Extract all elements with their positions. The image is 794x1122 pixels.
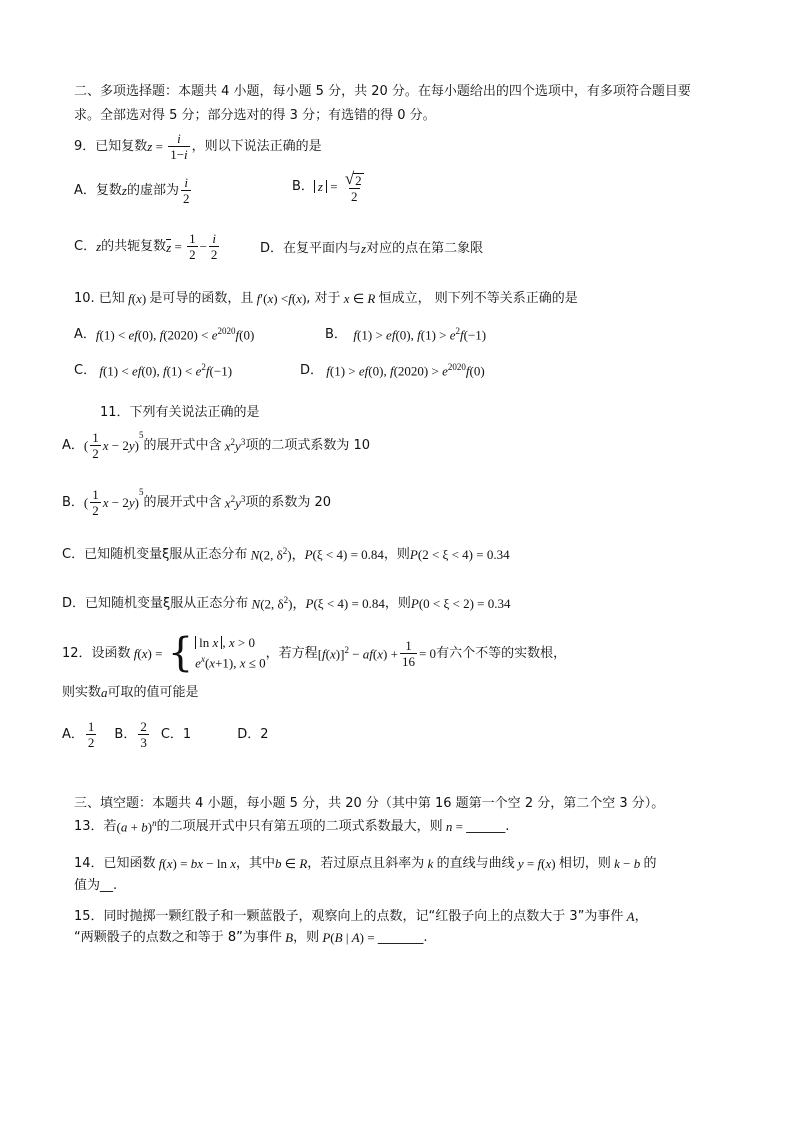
q11-option-c-text: C．已知随机变量ξ服从正态分布 [62,546,248,562]
q12-options: A． $\frac{1}{2}$ B． $\frac{2}{3}$ C．1 D．2 [62,719,269,750]
q9-option-a-text: 的虚部为 [126,183,179,198]
q12-stem-suffix: 有六个不等的实数根， [436,645,567,661]
q12-option-c: C．1 [160,727,192,742]
q12-line2: 则实数 a 可取的值可能是 [62,685,199,700]
q9-stem-prefix: 9．已知复数 [74,139,148,154]
q10-option-b-label: B． [325,326,347,342]
q11-option-a: A． ( $\frac{1}{2}$ x − 2 y ) $^5$ 的展开式中含 $x^2y^3$ 项的二项式系数为 10 [62,430,371,461]
q10-stem-prefix: 10. 已知 [74,291,125,306]
q9-option-a-label: A．复数 [74,183,122,198]
q11-option-c: C．已知随机变量ξ服从正态分布 N(2, $\delta^2$) ，P(ξ < 4) = 0.84 ，则 P(2 < ξ < 4) = 0.34 [62,546,510,563]
q10-option-d-label: D． [300,362,324,378]
q9-option-d-label: D．在复平面内与 [260,241,362,256]
q12-line2-text2: 可取的值可能是 [107,685,199,700]
q14-mid5: 的 [643,856,657,871]
q15-line1-text: 15．同时抛掷一颗红骰子和一颗蓝骰子，观察向上的点数，记“红骰子向上的点数大于 3”为事件 [74,909,624,924]
q11-option-a-text: 的展开式中含 [143,438,222,453]
q14-line1: 14．已知函数 f(x) = bx − ln x ，其中 b ∈ R ，若过原点且斜率为 k 的直线与曲线 y = f(x) 相切，则 k − b 的 [74,856,657,871]
q11-option-b-text2: 项的系数为 20 [245,495,332,510]
q9-option-d-text: 对应的点在第二象限 [366,241,484,256]
q11-option-d: D．已知随机变量ξ服从正态分布 N(2, $\delta^2$) ，P(ξ < 4) = 0.84 ，则 P(0 < ξ < 2) = 0.34 [62,595,511,612]
q12-option-a-label: A． [62,727,84,742]
q10-option-c: C． f(1) < ef(0), $f(1) < e^2f(-1)$ [74,362,233,379]
q14-line2: 值为__. [74,878,118,893]
q10-option-d: D． f(1) > ef(0), $f(2020) > e^{2020}f(0)$ [300,362,485,379]
q9-option-c: C． z 的共轭复数 z = $\frac{1}{2}$ − $\frac{i}{2}$ [74,231,218,262]
q12-stem: 12．设函数 f(x) = { ln x , x > 0 $e^x(x+1)$, x ≤ 0 ，若方程 $[f(x)]^2 - af(x)$ + $\frac{1}{16}$ = 0 有六个不等的实数根， [62,630,567,676]
q11-option-b: B． ( $\frac{1}{2}$ x − 2 y ) $^5$ 的展开式中含 $x^2y^3$ 项的系数为 20 [62,487,332,518]
q13-mid: 的二项展开式中只有第五项的二项式系数最大，则 [156,818,443,834]
q9-z-eq: z [147,139,153,154]
q12-option-d: D．2 [237,727,269,742]
q10-stem: 10. 已知 f ( x ) 是可导的函数，且 f ′( x ) < f ( x ) , 对于 x ∈ R 恒成立， 则下列不等关系正确的是 [74,291,578,306]
q11-stem: 11．下列有关说法正确的是 [100,405,260,420]
q9-option-c-label: C． [74,239,97,254]
q11-option-d-tail: ，则 [384,595,411,611]
q9-option-c-text: 的共轭复数 [101,239,167,254]
q13-prefix: 13．若 [74,818,117,834]
q15-line2-text2: ，则 [293,930,320,945]
q14-mid3: 的直线与曲线 [436,856,515,871]
q12-stem-prefix: 12．设函数 [62,645,131,661]
q9-option-b-label: B． [292,179,314,194]
q14-prefix: 14．已知函数 [74,856,156,871]
q11-option-b-text: 的展开式中含 [143,495,222,510]
q9-option-a: A．复数 z 的虚部为 $\frac{i}{2}$ [74,175,190,206]
q11-option-c-tail: ，则 [383,546,410,562]
q10-stem-mid: 是可导的函数，且 [149,291,254,306]
q15-line1: 15．同时抛掷一颗红骰子和一颗蓝骰子，观察向上的点数，记“红骰子向上的点数大于 3”为事件 A ， [74,909,648,924]
q14-mid: ，其中 [235,856,275,871]
q12-option-b-label: B． [114,727,137,742]
section2-heading-line2: 求。全部选对得 5 分；部分选对的得 3 分；有选错的得 0 分。 [74,108,436,123]
q11-option-d-text: D．已知随机变量ξ服从正态分布 [62,595,249,611]
q12-stem-mid: ，若方程 [265,645,318,661]
q14-mid2: ，若过原点且斜率为 [307,856,425,871]
q15-blank: _______. [377,930,428,945]
q14-mid4: 相切，则 [558,856,611,871]
q9-stem-suffix: ，则以下说法正确的是 [191,139,322,154]
q15-line2-text: “两颗骰子的点数之和等于 8”为事件 [74,930,282,945]
q9-stem: 9．已知复数 z = $\frac{i}{1-i}$ ，则以下说法正确的是 [74,131,322,162]
q13-blank: ______. [466,818,510,834]
q13: 13．若 $(a + b)^n$ 的二项展开式中只有第五项的二项式系数最大，则 n = ______. [74,818,510,835]
section3-heading: 三、填空题：本题共 4 小题，每小题 5 分，共 20 分（其中第 16 题第一个空 2 分，第二个空 3 分）。 [74,796,665,811]
q11-option-b-label: B． [62,495,84,510]
q10-option-c-label: C． [74,362,97,378]
q10-option-b: B． f(1) > ef(0), $f(1) > e^2f(-1)$ [325,326,487,343]
q9-option-b: B． z = √ 2 2 [292,169,362,204]
q11-option-a-label: A． [62,438,84,453]
q9-fraction: $\frac{i}{1-i}$ [170,131,188,162]
q12-line2-text: 则实数 [62,685,102,700]
q9-option-d: D．在复平面内与 z 对应的点在第二象限 [260,241,484,256]
q11-option-a-text2: 项的二项式系数为 10 [245,438,371,453]
section2-heading-line1: 二、多项选择题：本题共 4 小题，每小题 5 分，共 20 分。在每小题给出的四个选项中，有多项符合题目要 [74,84,691,99]
q10-option-a-label: A． [74,326,96,342]
q15-line2: “两颗骰子的点数之和等于 8”为事件 B ，则 P(B | A) = _______. [74,930,428,945]
q10-stem-suffix: 恒成立， 则下列不等关系正确的是 [378,291,578,306]
q10-stem-mid2: , 对于 [306,291,341,306]
q10-option-a: A． f(1) < ef(0), $f(2020) < e^{2020}f(0)$ [74,326,255,343]
